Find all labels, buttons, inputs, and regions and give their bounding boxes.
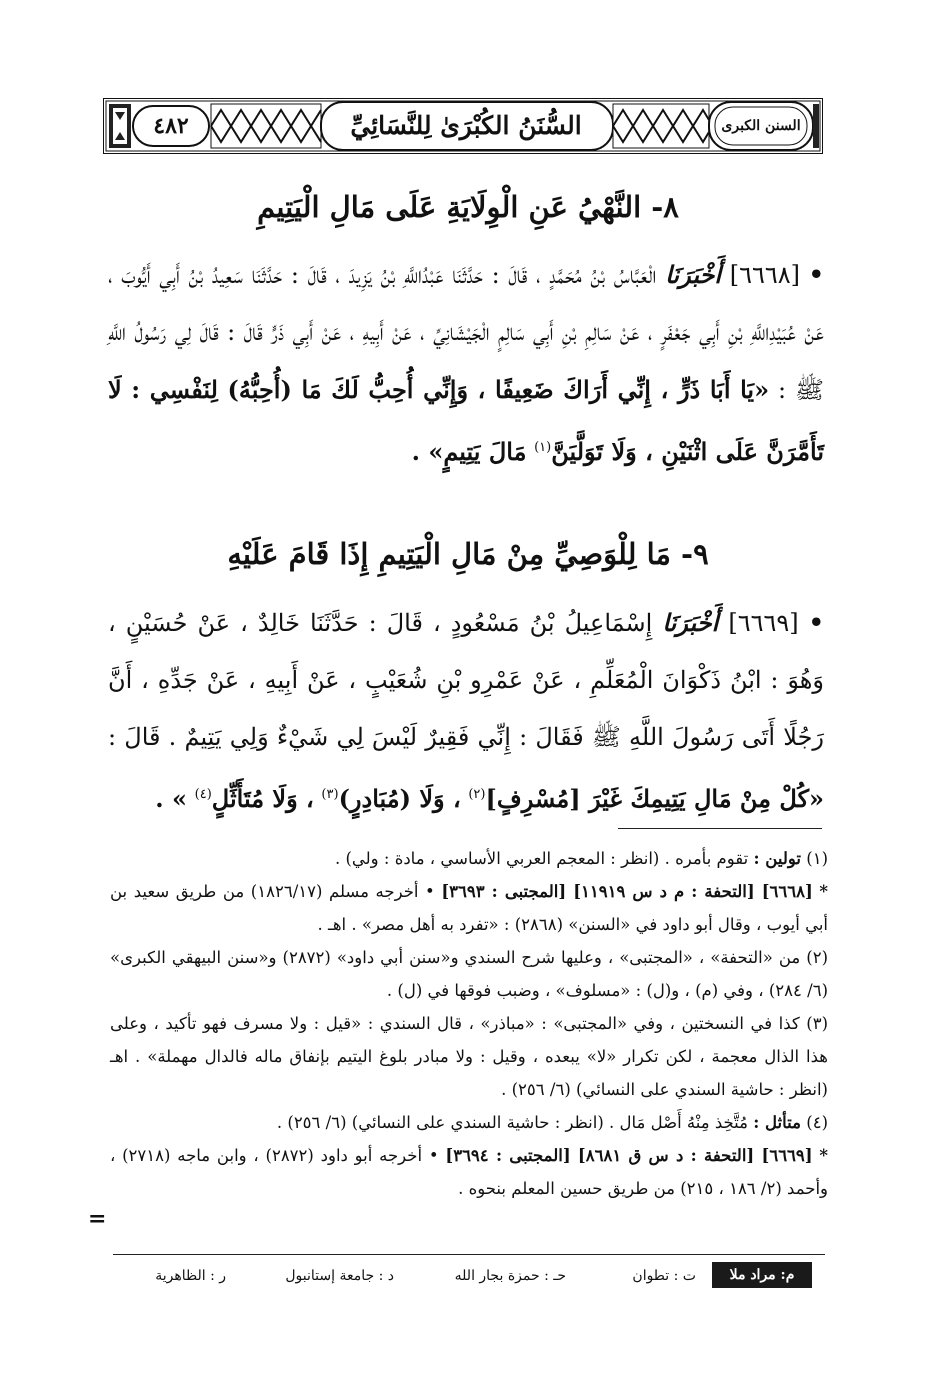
- hadith-text: «يَا أَبَا ذَرٍّ ، إِنِّي أَرَاكَ ضَعِيفًا ، وَإِنِّي أُحِبُّ لَكَ مَا (أُحِبُّهُ) لِنَفْسِي : لَا تَأَمَّرَنَّ عَلَى اثْنَيْنِ ، وَلَا تَوَلَّيَنَّ: [108, 375, 824, 466]
- manuscript-item: ر : الظاهرية: [155, 1268, 226, 1284]
- hadith-number: [٦٦٦٨]: [729, 261, 801, 289]
- footnote-mark: *: [819, 1146, 829, 1165]
- footnote-marker: (٢): [468, 787, 486, 802]
- footnote: [110, 1106, 828, 1139]
- ikhbar-word: أَخْبَرَنَا: [665, 260, 722, 289]
- manuscript-legend: [140, 1262, 812, 1290]
- isnad-text: إِسْمَاعِيلُ بْنُ مَسْعُودٍ ، قَالَ : حَدَّثَنَا خَالِدٌ ، عَنْ حُسَيْنٍ ، وَهُوَ : ابْنُ ذَكْوَانَ الْمُعَلِّمِ ، عَنْ عَمْرِو بْنِ شُعَيْبٍ ، عَنْ أَبِيهِ ، عَنْ جَدِّهِ ، أَنَّ رَجُلًا أَتَى رَسُولَ اللَّهِ ﷺ فَقَالَ : إِنِّي فَقِيرٌ لَيْسَ لِي شَيْءٌ وَلِي يَتِيمٌ . قَالَ :: [108, 609, 824, 751]
- footnote-mark: (٢): [806, 948, 828, 967]
- footnote: [110, 875, 828, 941]
- footnote-divider: [618, 828, 822, 829]
- footnote: [110, 842, 828, 875]
- manuscript-badge: م: مراد ملا: [712, 1262, 812, 1288]
- footnote-text: مُتَّخِذ مِنْهُ أَصْل مَال . (انظر : حاشية السندي على النسائي) (٦/ ٢٥٦) .: [276, 1113, 748, 1132]
- footnote-text: تقوم بأمره . (انظر : المعجم العربي الأساسي ، مادة : ولي) .: [334, 849, 749, 868]
- footnote-marker: (١): [534, 440, 552, 455]
- footnote-term: [٦٦٦٩] [التحفة : د س ق ٨٦٨١] [المجتبى : ٣٦٩٤]: [445, 1146, 813, 1165]
- hadith-paragraph: [108, 246, 824, 481]
- continuation-mark: =: [88, 1206, 107, 1232]
- isnad-text: الْعَبَّاسُ بْنُ مُحَمَّدٍ ، قَالَ : حَدَّثَنَا عَبْدُاللَّهِ بْنُ يَزِيدَ ، قَالَ : حَدَّثَنَا سَعِيدُ بْنُ أَبِي أَيُّوبَ ، عَنْ عُبَيْدِاللَّهِ بْنِ أَبِي جَعْفَرٍ ، عَنْ سَالِمِ بْنِ أَبِي سَالِمٍ الْجَيْشَانِيِّ ، عَنْ أَبِيهِ ، عَنْ أَبِي ذَرٍّ قَالَ : قَالَ لِي رَسُولُ اللَّهِ ﷺ :: [108, 261, 824, 404]
- manuscript-item: ت : تطوان: [632, 1268, 696, 1284]
- hadith-text-mid: ، وَلَا (مُبَادِرٍ): [338, 784, 461, 813]
- footnote-mark: *: [819, 882, 829, 901]
- bottom-divider: [113, 1254, 825, 1255]
- running-title: السُّنَنُ الكُبْرَىٰ لِلنَّسَائِيِّ: [350, 111, 582, 140]
- section-heading: ٨- النَّهْيُ عَنِ الْوِلَايَةِ عَلَى مَالِ الْيَتِيمِ: [257, 190, 679, 224]
- footnote-mark: (٣): [806, 1014, 828, 1033]
- manuscript-item: حـ : حمزة بجار الله: [454, 1268, 566, 1284]
- footnote-text: كذا في النسختين ، وفي «المجتبى» : «مباذر» ، قال السندي : «قيل : ولا مسرف فهو تأكيد ، وعلى هذا الذال معجمة ، لكن تكرار «لا» يبعده ، وقيل : ولا مبادر بلوغ اليتيم بإنفاق ماله فالدال مهملة» . اهـ (انظر : حاشية السندي على النسائي) (٦/ ٢٥٦) .: [110, 1014, 828, 1099]
- manuscript-item: د : جامعة إستانبول: [285, 1268, 394, 1284]
- footnote: [110, 1007, 828, 1106]
- footnote-marker: (٤): [194, 787, 212, 802]
- hadith-text-end: مَالَ يَتِيمٍ» .: [411, 437, 527, 466]
- footnote: [110, 1139, 828, 1205]
- footnote-marker: (٣): [321, 787, 339, 802]
- hadith-paragraph: [108, 594, 824, 828]
- footnotes: [110, 842, 828, 1205]
- hadith-text-mid: ، وَلَا مُتَأَثِّلٍ: [211, 784, 314, 813]
- footnote-text: • أخرجه مسلم (١٨٢٦/١٧) من طريق سعيد بن أبي أيوب ، وقال أبو داود في «السنن» (٢٨٦٨) : «تفرد به أهل مصر» . اهـ .: [110, 882, 828, 934]
- book-logo: السنن الكبرى: [721, 118, 801, 134]
- footnote-text: • أخرجه أبو داود (٢٨٧٢) ، وابن ماجه (٢٧١٨) ، وأحمد (٢/ ١٨٦ ، ٢١٥) من طريق حسين المعلم بنحوه .: [110, 1146, 828, 1198]
- footnote-mark: (١): [806, 849, 828, 868]
- footnote: [110, 941, 828, 1007]
- footnote-term: تولين :: [753, 849, 801, 868]
- footnote-term: [٦٦٦٨] [التحفة : م د س ١١٩١٩] [المجتبى : ٣٦٩٣]: [441, 882, 813, 901]
- bullet-icon: •: [808, 608, 824, 637]
- bullet-icon: •: [808, 260, 824, 289]
- hadith-text: «كُلْ مِنْ مَالِ يَتِيمِكَ غَيْرَ [مُسْرِفٍ]: [485, 784, 824, 813]
- ikhbar-word: أَخْبَرَنَا: [662, 608, 719, 637]
- hadith-number: [٦٦٦٩]: [728, 609, 799, 637]
- section-heading: ٩- مَا لِلْوَصِيِّ مِنْ مَالِ الْيَتِيمِ إِذَا قَامَ عَلَيْهِ: [227, 537, 709, 571]
- running-header: [103, 98, 823, 154]
- page-number: ٤٨٢: [153, 113, 189, 139]
- footnote-text: من «التحفة» ، «المجتبى» ، وعليها شرح السندي و«سنن أبي داود» (٢٨٧٢) و«سنن البيهقي الكبرى» (٦/ ٢٨٤) ، وفي (م) ، و(ل) : «مسلوف» ، وضبب فوقها في (ل) .: [110, 948, 828, 1000]
- footnote-term: متأثل :: [753, 1113, 801, 1132]
- footnote-mark: (٤): [806, 1113, 828, 1132]
- hadith-text-end: » .: [155, 784, 187, 813]
